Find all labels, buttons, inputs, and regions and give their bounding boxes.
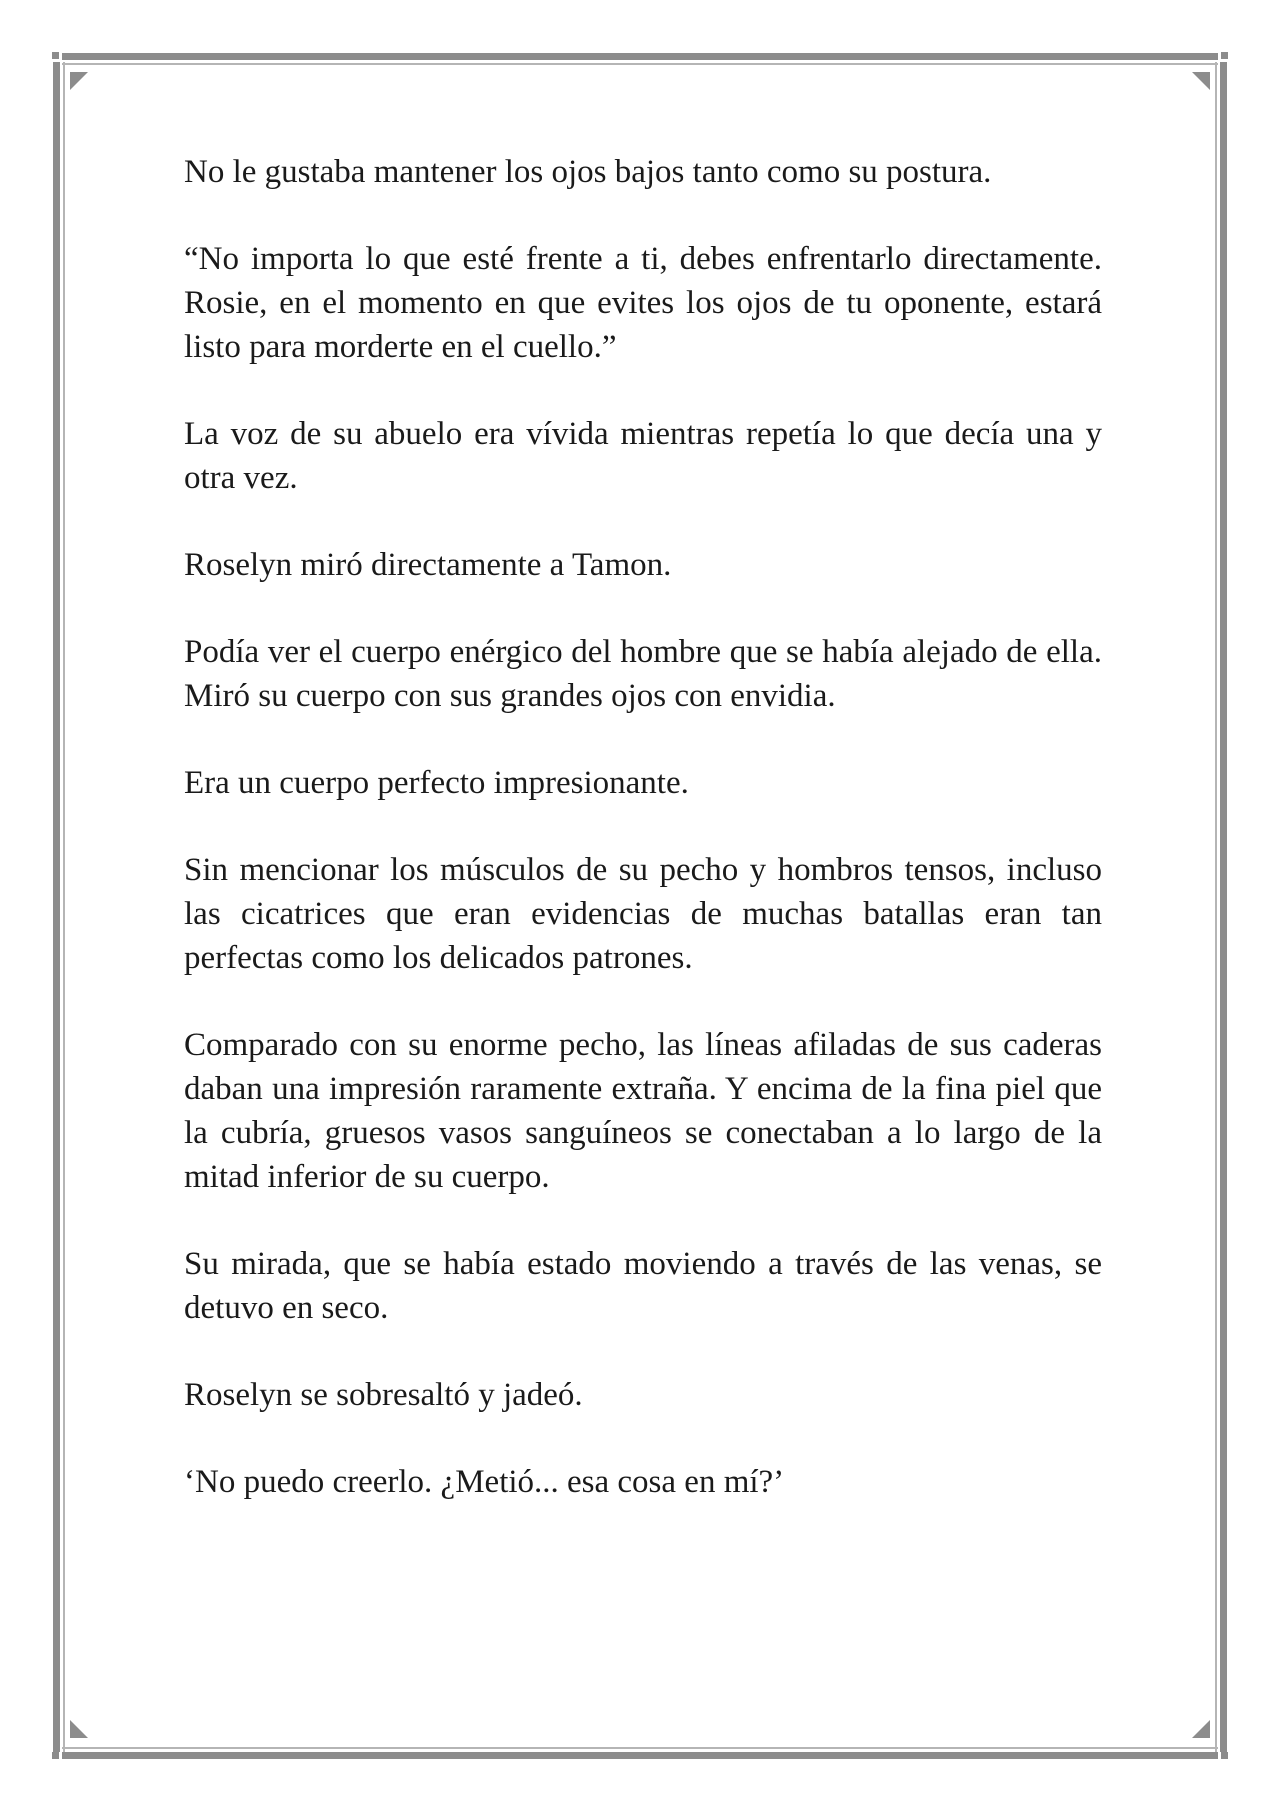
frame-corner-top-left xyxy=(52,52,59,59)
paragraph: Su mirada, que se había estado moviendo a través de las venas, se detuvo en seco. xyxy=(184,1246,1102,1326)
frame-corner-bottom-left xyxy=(52,1752,59,1759)
paragraph: Comparado con su enorme pecho, las líneas afiladas de sus caderas daban una impresión raramente extraña. Y encima de la fina piel que la cubría, gruesos vasos sanguíneos se conectaban a lo largo de la mitad inferior de su cuerpo. xyxy=(184,1027,1102,1195)
paragraph: Sin mencionar los músculos de su pecho y hombros tensos, incluso las cicatrices que eran evidencias de muchas batallas eran tan perfectas como los delicados patrones. xyxy=(184,852,1102,976)
paragraph: ‘No puedo creerlo. ¿Metió... esa cosa en mí?’ xyxy=(184,1464,785,1500)
paragraph: Podía ver el cuerpo enérgico del hombre que se había alejado de ella. Miró su cuerpo con sus grandes ojos con envidia. xyxy=(184,634,1102,714)
paragraph: “No importa lo que esté frente a ti, debes enfrentarlo directamente. Rosie, en el momento en que evites los ojos de tu oponente, estará listo para morderte en el cuello.” xyxy=(184,241,1102,365)
paragraph: La voz de su abuelo era vívida mientras repetía lo que decía una y otra vez. xyxy=(184,416,1102,496)
corner-ornament-top-right xyxy=(1192,72,1210,90)
frame-border-top xyxy=(62,53,1218,60)
page-body xyxy=(184,150,1102,1547)
paragraph: Roselyn se sobresaltó y jadeó. xyxy=(184,1377,583,1413)
paragraph: No le gustaba mantener los ojos bajos tanto como su postura. xyxy=(184,154,992,190)
corner-ornament-top-left xyxy=(70,72,88,90)
corner-ornament-bottom-right xyxy=(1192,1720,1210,1738)
paragraph: Roselyn miró directamente a Tamon. xyxy=(184,547,672,583)
frame-border-left xyxy=(53,62,60,1752)
frame-inner-right xyxy=(1215,62,1217,1752)
frame-border-right xyxy=(1220,62,1227,1752)
corner-ornament-bottom-left xyxy=(70,1720,88,1738)
frame-inner-bottom xyxy=(62,1747,1218,1749)
frame-corner-top-right xyxy=(1221,52,1228,59)
frame-inner-top xyxy=(62,63,1218,65)
frame-inner-left xyxy=(63,62,65,1752)
frame-corner-bottom-right xyxy=(1221,1752,1228,1759)
frame-border-bottom xyxy=(62,1752,1218,1759)
paragraph: Era un cuerpo perfecto impresionante. xyxy=(184,765,689,801)
